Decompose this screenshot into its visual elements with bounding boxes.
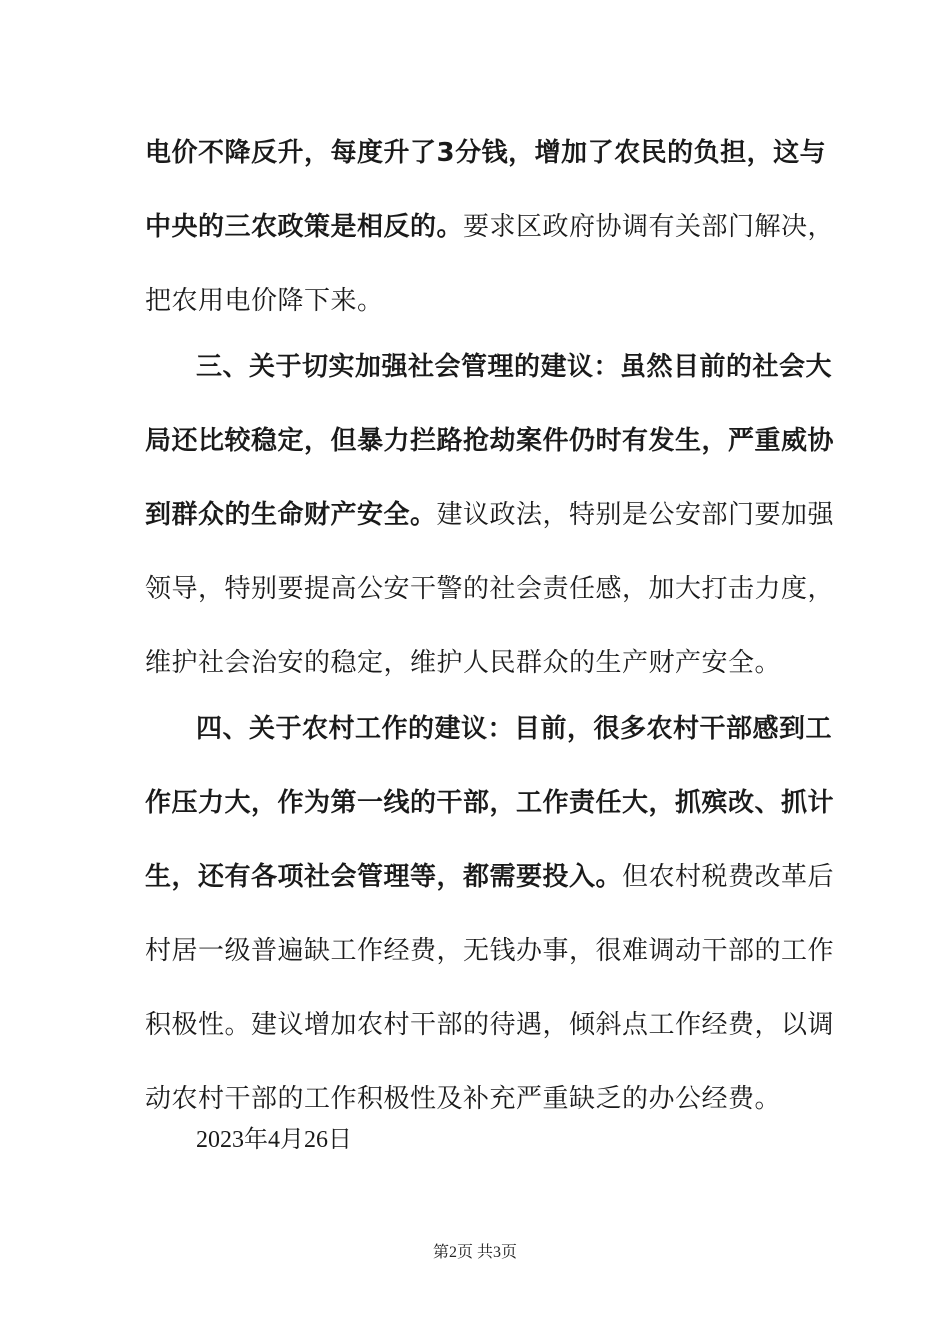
paragraph-1-line-2 xyxy=(145,212,835,242)
document-date: 2023年4月26日 xyxy=(196,1127,352,1153)
paragraph-1-line-1: 电价不降反升，每度升了3分钱，增加了农民的负担，这与 xyxy=(145,138,827,168)
paragraph-3-line-3-normal: 但农村税费改革后 xyxy=(622,862,835,892)
page-number-footer: 第2页 共3页 xyxy=(432,1244,517,1261)
paragraph-3-line-5: 积极性。建议增加农村干部的待遇，倾斜点工作经费，以调 xyxy=(145,1010,835,1040)
paragraph-2-line-1: 三、关于切实加强社会管理的建议：虽然目前的社会大 xyxy=(196,352,833,382)
paragraph-2-line-3-bold: 到群众的生命财产安全。 xyxy=(145,500,437,530)
paragraph-3-line-3 xyxy=(145,862,835,892)
paragraph-2-line-2: 局还比较稳定，但暴力拦路抢劫案件仍时有发生，严重威协 xyxy=(145,426,835,456)
paragraph-2-line-4: 领导，特别要提高公安干警的社会责任感，加大打击力度， xyxy=(145,574,835,604)
paragraph-3-line-3-bold: 生，还有各项社会管理等，都需要投入。 xyxy=(145,862,623,892)
paragraph-3-line-1: 四、关于农村工作的建议：目前，很多农村干部感到工 xyxy=(196,714,833,744)
paragraph-1-line-3: 把农用电价降下来。 xyxy=(145,286,384,316)
paragraph-1-line-2-bold: 中央的三农政策是相反的。 xyxy=(145,212,464,242)
paragraph-1-line-2-normal: 要求区政府协调有关部门解决， xyxy=(463,212,835,242)
paragraph-2-line-3-normal: 建议政法，特别是公安部门要加强 xyxy=(436,500,835,530)
paragraph-3-line-2: 作压力大，作为第一线的干部，工作责任大，抓殡改、抓计 xyxy=(145,788,835,818)
paragraph-3-line-6: 动农村干部的工作积极性及补充严重缺乏的办公经费。 xyxy=(145,1084,782,1114)
paragraph-3-line-4: 村居一级普遍缺工作经费，无钱办事，很难调动干部的工作 xyxy=(145,936,835,966)
paragraph-2-line-3 xyxy=(145,500,835,530)
paragraph-2-line-5: 维护社会治安的稳定，维护人民群众的生产财产安全。 xyxy=(145,648,782,678)
